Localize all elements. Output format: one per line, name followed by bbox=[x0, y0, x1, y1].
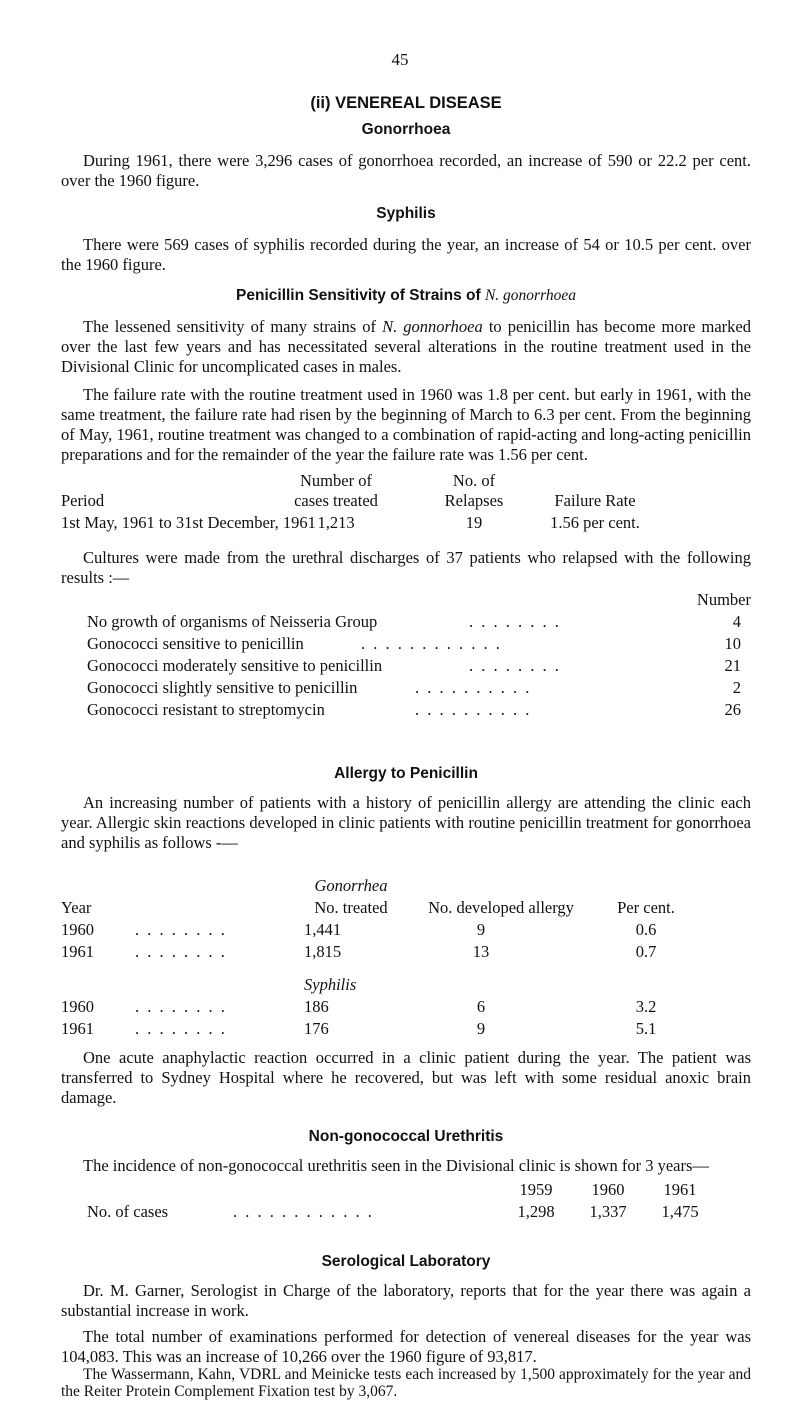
col-developed-header: No. developed allergy bbox=[428, 898, 574, 917]
allergy-row-year: 1961 bbox=[61, 1019, 94, 1038]
para1-text-b: to penicillin has become more marked over the last few years and has necessitated several alterations in the routine treatment used in the Divisional Clinic for uncomplicated cases in males. bbox=[61, 317, 751, 376]
culture-row-dots: . . . . . . . . bbox=[469, 656, 561, 675]
serology-paragraph-3 bbox=[61, 1366, 751, 1400]
culture-row-value: 10 bbox=[724, 634, 741, 653]
allergy-row-developed: 9 bbox=[476, 1019, 486, 1038]
allergy-row-year: 1960 bbox=[61, 920, 94, 939]
allergy-row-percent: 0.6 bbox=[635, 920, 657, 939]
section-title: (ii) VENEREAL DISEASE bbox=[310, 94, 502, 112]
gonorrhoea-text: During 1961, there were 3,296 cases of gonorrhoea recorded, an increase of 590 or 22.2 per cent. over the 1960 figure. bbox=[61, 151, 751, 190]
allergy-row-dots: . . . . . . . . bbox=[135, 920, 227, 939]
gonorrhoea-paragraph bbox=[61, 151, 751, 191]
ngu-year: 1960 bbox=[591, 1180, 625, 1199]
cultures-number-header: Number bbox=[696, 590, 751, 609]
col-year-header: Year bbox=[61, 898, 92, 917]
sensitivity-paragraph-1 bbox=[61, 317, 751, 377]
culture-row-label: Gonococci moderately sensitive to penicillin bbox=[87, 656, 383, 675]
cultures-text: Cultures were made from the urethral discharges of 37 patients who relapsed with the following results :— bbox=[61, 548, 751, 587]
allergy-row-treated: 1,815 bbox=[304, 942, 342, 961]
serology-text-2: The total number of examinations performed for detection of venereal diseases for the year was 104,083. This was an increase of 10,266 over the 1960 figure of 93,817. bbox=[61, 1327, 751, 1366]
culture-row-label: Gonococci slightly sensitive to penicillin bbox=[87, 678, 358, 697]
page-number: 45 bbox=[391, 50, 409, 69]
allergy-row-treated: 186 bbox=[304, 997, 329, 1016]
allergy-row-developed: 13 bbox=[472, 942, 490, 961]
ngu-value: 1,298 bbox=[517, 1202, 555, 1221]
ngu-value: 1,337 bbox=[589, 1202, 627, 1221]
allergy-row-percent: 3.2 bbox=[635, 997, 657, 1016]
col-treated-header: No. treated bbox=[314, 898, 388, 917]
syphilis-heading: Syphilis bbox=[376, 205, 436, 222]
row-failure: 1.56 per cent. bbox=[550, 513, 640, 532]
culture-row-value: 21 bbox=[724, 656, 741, 675]
allergy-row-percent: 5.1 bbox=[635, 1019, 657, 1038]
culture-row-value: 26 bbox=[724, 700, 741, 719]
allergy-row-percent: 0.7 bbox=[635, 942, 657, 961]
allergy-row-treated: 1,441 bbox=[304, 920, 342, 939]
ngu-value: 1,475 bbox=[661, 1202, 699, 1221]
ngu-row-label: No. of cases bbox=[87, 1202, 169, 1221]
anaphylaxis-paragraph bbox=[61, 1048, 751, 1108]
allergy-text: An increasing number of patients with a history of penicillin allergy are attending the clinic each year. Allergic skin reactions developed in clinic patients with routine penicillin treatment for gonorrhoea and syphilis as follows -— bbox=[61, 793, 751, 852]
cultures-paragraph bbox=[61, 548, 751, 588]
row-cases: 1,213 bbox=[317, 513, 355, 532]
syphilis-group-title: Syphilis bbox=[304, 975, 357, 994]
syphilis-text: There were 569 cases of syphilis recorded during the year, an increase of 54 or 10.5 per cent. over the 1960 figure. bbox=[61, 235, 751, 274]
row-period: 1st May, 1961 to 31st December, 1961 bbox=[61, 513, 316, 532]
serology-paragraph-1 bbox=[61, 1281, 751, 1321]
gonorrhoea-heading: Gonorrhoea bbox=[361, 121, 451, 138]
allergy-heading: Allergy to Penicillin bbox=[334, 765, 478, 782]
col-failure-header: Failure Rate bbox=[554, 491, 636, 510]
culture-row-label: Gonococci resistant to streptomycin bbox=[87, 700, 325, 719]
ngu-paragraph bbox=[61, 1156, 751, 1176]
culture-row-value: 2 bbox=[732, 678, 741, 697]
syphilis-paragraph bbox=[61, 235, 751, 275]
allergy-paragraph bbox=[61, 793, 751, 853]
ngu-text: The incidence of non-gonococcal urethritis seen in the Divisional clinic is shown for 3 years— bbox=[83, 1156, 709, 1175]
para1-organism: N. gonnorhoea bbox=[382, 317, 483, 336]
ngu-year: 1961 bbox=[663, 1180, 697, 1199]
anaphylaxis-text: One acute anaphylactic reaction occurred in a clinic patient during the year. The patient was transferred to Sydney Hospital where he recovered, but was left with some residual anoxic brain damage. bbox=[61, 1048, 751, 1107]
serology-paragraph-2 bbox=[61, 1327, 751, 1367]
gonorrhea-group-title: Gonorrhea bbox=[314, 876, 388, 895]
col-cases-header-1: Number of bbox=[300, 471, 372, 490]
allergy-row-dots: . . . . . . . . bbox=[135, 942, 227, 961]
culture-row-label: Gonococci sensitive to penicillin bbox=[87, 634, 304, 653]
ngu-heading: Non-gonococcal Urethritis bbox=[308, 1128, 504, 1145]
ngu-row-dots: . . . . . . . . . . . . bbox=[233, 1202, 374, 1221]
col-relapses-header-2: Relapses bbox=[444, 491, 504, 510]
serology-text-1: Dr. M. Garner, Serologist in Charge of the laboratory, reports that for the year there was again a substantial increase in work. bbox=[61, 1281, 751, 1320]
para2-text: The failure rate with the routine treatment used in 1960 was 1.8 per cent. but early in 1961, with the same treatment, the failure rate had risen by the beginning of March to 6.3 per cent. From the beginning of May, 1961, routine treatment was changed to a combination of rapid-acting and long-acting penicillin preparations and for the remainder of the year the failure rate was 1.56 per cent. bbox=[61, 385, 751, 464]
ngu-year: 1959 bbox=[519, 1180, 553, 1199]
col-relapses-header-1: No. of bbox=[452, 471, 496, 490]
penicillin-sensitivity-heading bbox=[61, 287, 751, 305]
heading-organism: N. gonorrhoea bbox=[484, 287, 576, 304]
culture-row-dots: . . . . . . . . . . bbox=[415, 678, 532, 697]
sensitivity-paragraph-2 bbox=[61, 385, 751, 465]
heading-text: Penicillin Sensitivity of Strains of bbox=[236, 287, 485, 304]
allergy-row-developed: 9 bbox=[476, 920, 486, 939]
serology-heading: Serological Laboratory bbox=[321, 1253, 491, 1270]
serology-text-3: The Wassermann, Kahn, VDRL and Meinicke tests each increased by 1,500 approximately for the year and the Reiter Protein Complement Fixation test by 3,067. bbox=[61, 1366, 751, 1400]
culture-row-value: 4 bbox=[732, 612, 741, 631]
col-cases-header-2: cases treated bbox=[294, 491, 378, 510]
col-period-header: Period bbox=[61, 491, 105, 510]
allergy-row-dots: . . . . . . . . bbox=[135, 997, 227, 1016]
allergy-row-year: 1961 bbox=[61, 942, 94, 961]
allergy-row-treated: 176 bbox=[304, 1019, 329, 1038]
allergy-row-developed: 6 bbox=[476, 997, 486, 1016]
para1-text-a: The lessened sensitivity of many strains of bbox=[83, 317, 383, 336]
culture-row-dots: . . . . . . . . . . . . bbox=[361, 634, 502, 653]
allergy-row-dots: . . . . . . . . bbox=[135, 1019, 227, 1038]
col-percent-header: Per cent. bbox=[617, 898, 675, 917]
culture-row-dots: . . . . . . . . bbox=[469, 612, 561, 631]
culture-row-label: No growth of organisms of Neisseria Group bbox=[87, 612, 378, 631]
row-relapses: 19 bbox=[465, 513, 483, 532]
culture-row-dots: . . . . . . . . . . bbox=[415, 700, 532, 719]
allergy-row-year: 1960 bbox=[61, 997, 94, 1016]
